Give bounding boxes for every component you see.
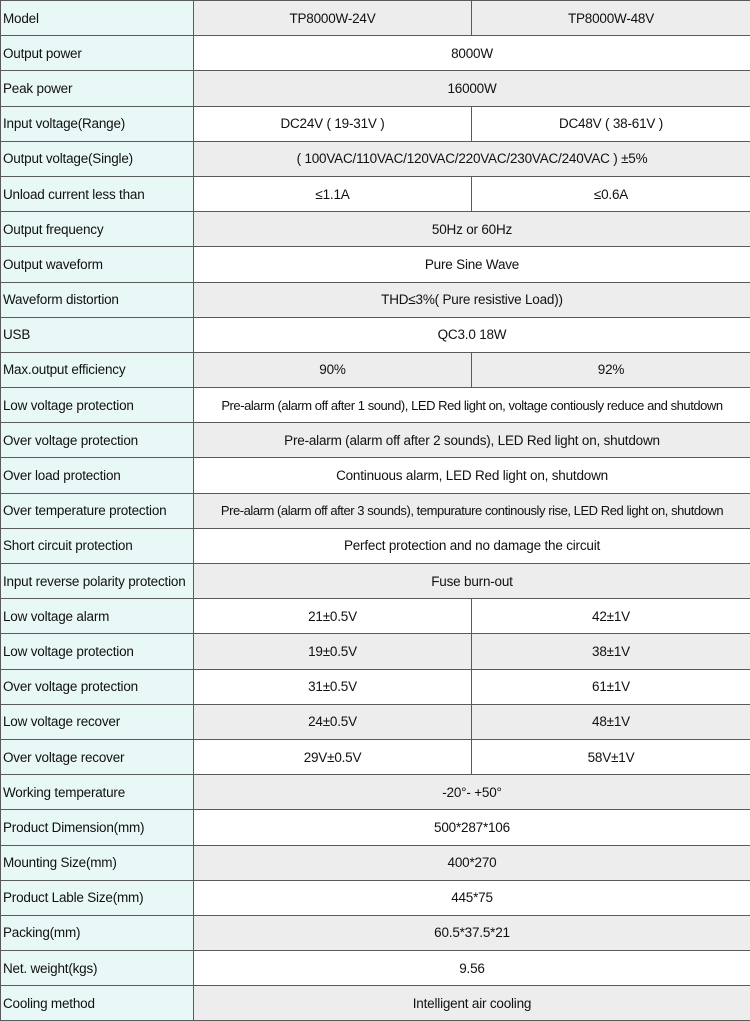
spec-label: Low voltage protection <box>1 388 194 423</box>
spec-label: Low voltage recover <box>1 704 194 739</box>
spec-row <box>1 986 750 1021</box>
spec-value: 9.56 <box>194 951 750 986</box>
spec-label: Packing(mm) <box>1 915 194 950</box>
spec-label: Max.output efficiency <box>1 352 194 387</box>
spec-label: Mounting Size(mm) <box>1 845 194 880</box>
spec-value-24v: 90% <box>194 352 472 387</box>
spec-row <box>1 458 750 493</box>
spec-value-48v: 61±1V <box>472 669 750 704</box>
spec-value: 400*270 <box>194 845 750 880</box>
spec-value-48v: 48±1V <box>472 704 750 739</box>
spec-value: 50Hz or 60Hz <box>194 212 750 247</box>
spec-row <box>1 528 750 563</box>
spec-value-48v: DC48V ( 38-61V ) <box>472 106 750 141</box>
spec-value: Pure Sine Wave <box>194 247 750 282</box>
spec-row <box>1 36 750 71</box>
spec-value-24v: TP8000W-24V <box>194 1 472 36</box>
spec-row <box>1 599 750 634</box>
spec-label: Output waveform <box>1 247 194 282</box>
spec-row <box>1 317 750 352</box>
spec-row <box>1 669 750 704</box>
spec-row <box>1 176 750 211</box>
spec-label: Over temperature protection <box>1 493 194 528</box>
spec-value: ( 100VAC/110VAC/120VAC/220VAC/230VAC/240VAC ) ±5% <box>194 141 750 176</box>
spec-label: Product Lable Size(mm) <box>1 880 194 915</box>
spec-value: THD≤3%( Pure resistive Load)) <box>194 282 750 317</box>
spec-label: Over voltage recover <box>1 739 194 774</box>
spec-row <box>1 775 750 810</box>
spec-value-24v: ≤1.1A <box>194 176 472 211</box>
spec-table-body <box>1 1 750 1021</box>
spec-label: Over voltage protection <box>1 423 194 458</box>
spec-value: Perfect protection and no damage the circuit <box>194 528 750 563</box>
spec-row <box>1 141 750 176</box>
spec-row <box>1 493 750 528</box>
spec-value: QC3.0 18W <box>194 317 750 352</box>
spec-value-24v: 24±0.5V <box>194 704 472 739</box>
spec-value: 445*75 <box>194 880 750 915</box>
spec-label: Cooling method <box>1 986 194 1021</box>
spec-label: Output frequency <box>1 212 194 247</box>
spec-label: Low voltage protection <box>1 634 194 669</box>
spec-row <box>1 1 750 36</box>
spec-label: Over voltage protection <box>1 669 194 704</box>
spec-value-24v: 31±0.5V <box>194 669 472 704</box>
spec-value-48v: 38±1V <box>472 634 750 669</box>
spec-value: -20°- +50° <box>194 775 750 810</box>
spec-value: 8000W <box>194 36 750 71</box>
spec-label: Model <box>1 1 194 36</box>
spec-row <box>1 845 750 880</box>
spec-value: 60.5*37.5*21 <box>194 915 750 950</box>
spec-row <box>1 564 750 599</box>
spec-value-24v: DC24V ( 19-31V ) <box>194 106 472 141</box>
spec-value: 16000W <box>194 71 750 106</box>
spec-label: USB <box>1 317 194 352</box>
spec-value-48v: ≤0.6A <box>472 176 750 211</box>
spec-value: Pre-alarm (alarm off after 3 sounds), tempurature continously rise, LED Red light on, shutdown <box>194 493 750 528</box>
spec-value-24v: 29V±0.5V <box>194 739 472 774</box>
spec-row <box>1 247 750 282</box>
spec-label: Product Dimension(mm) <box>1 810 194 845</box>
spec-row <box>1 951 750 986</box>
spec-label: Output voltage(Single) <box>1 141 194 176</box>
spec-value-48v: 42±1V <box>472 599 750 634</box>
spec-label: Peak power <box>1 71 194 106</box>
spec-value-48v: 58V±1V <box>472 739 750 774</box>
spec-label: Unload current less than <box>1 176 194 211</box>
spec-value: Continuous alarm, LED Red light on, shutdown <box>194 458 750 493</box>
spec-row <box>1 915 750 950</box>
spec-label: Working temperature <box>1 775 194 810</box>
spec-label: Waveform distortion <box>1 282 194 317</box>
spec-value-24v: 21±0.5V <box>194 599 472 634</box>
spec-row <box>1 212 750 247</box>
spec-row <box>1 71 750 106</box>
spec-label: Input reverse polarity protection <box>1 564 194 599</box>
spec-row <box>1 423 750 458</box>
spec-value: 500*287*106 <box>194 810 750 845</box>
spec-row <box>1 352 750 387</box>
spec-row <box>1 880 750 915</box>
spec-row <box>1 282 750 317</box>
spec-label: Short circuit protection <box>1 528 194 563</box>
spec-label: Over load protection <box>1 458 194 493</box>
spec-value: Intelligent air cooling <box>194 986 750 1021</box>
spec-row <box>1 810 750 845</box>
spec-row <box>1 634 750 669</box>
spec-label: Output power <box>1 36 194 71</box>
spec-row <box>1 704 750 739</box>
spec-label: Input voltage(Range) <box>1 106 194 141</box>
spec-row <box>1 739 750 774</box>
spec-value-24v: 19±0.5V <box>194 634 472 669</box>
spec-row <box>1 106 750 141</box>
spec-label: Net. weight(kgs) <box>1 951 194 986</box>
spec-value-48v: TP8000W-48V <box>472 1 750 36</box>
spec-value-48v: 92% <box>472 352 750 387</box>
spec-value: Pre-alarm (alarm off after 2 sounds), LED Red light on, shutdown <box>194 423 750 458</box>
spec-value: Fuse burn-out <box>194 564 750 599</box>
spec-row <box>1 388 750 423</box>
spec-label: Low voltage alarm <box>1 599 194 634</box>
spec-value: Pre-alarm (alarm off after 1 sound), LED Red light on, voltage contiously reduce and shutdown <box>194 388 750 423</box>
